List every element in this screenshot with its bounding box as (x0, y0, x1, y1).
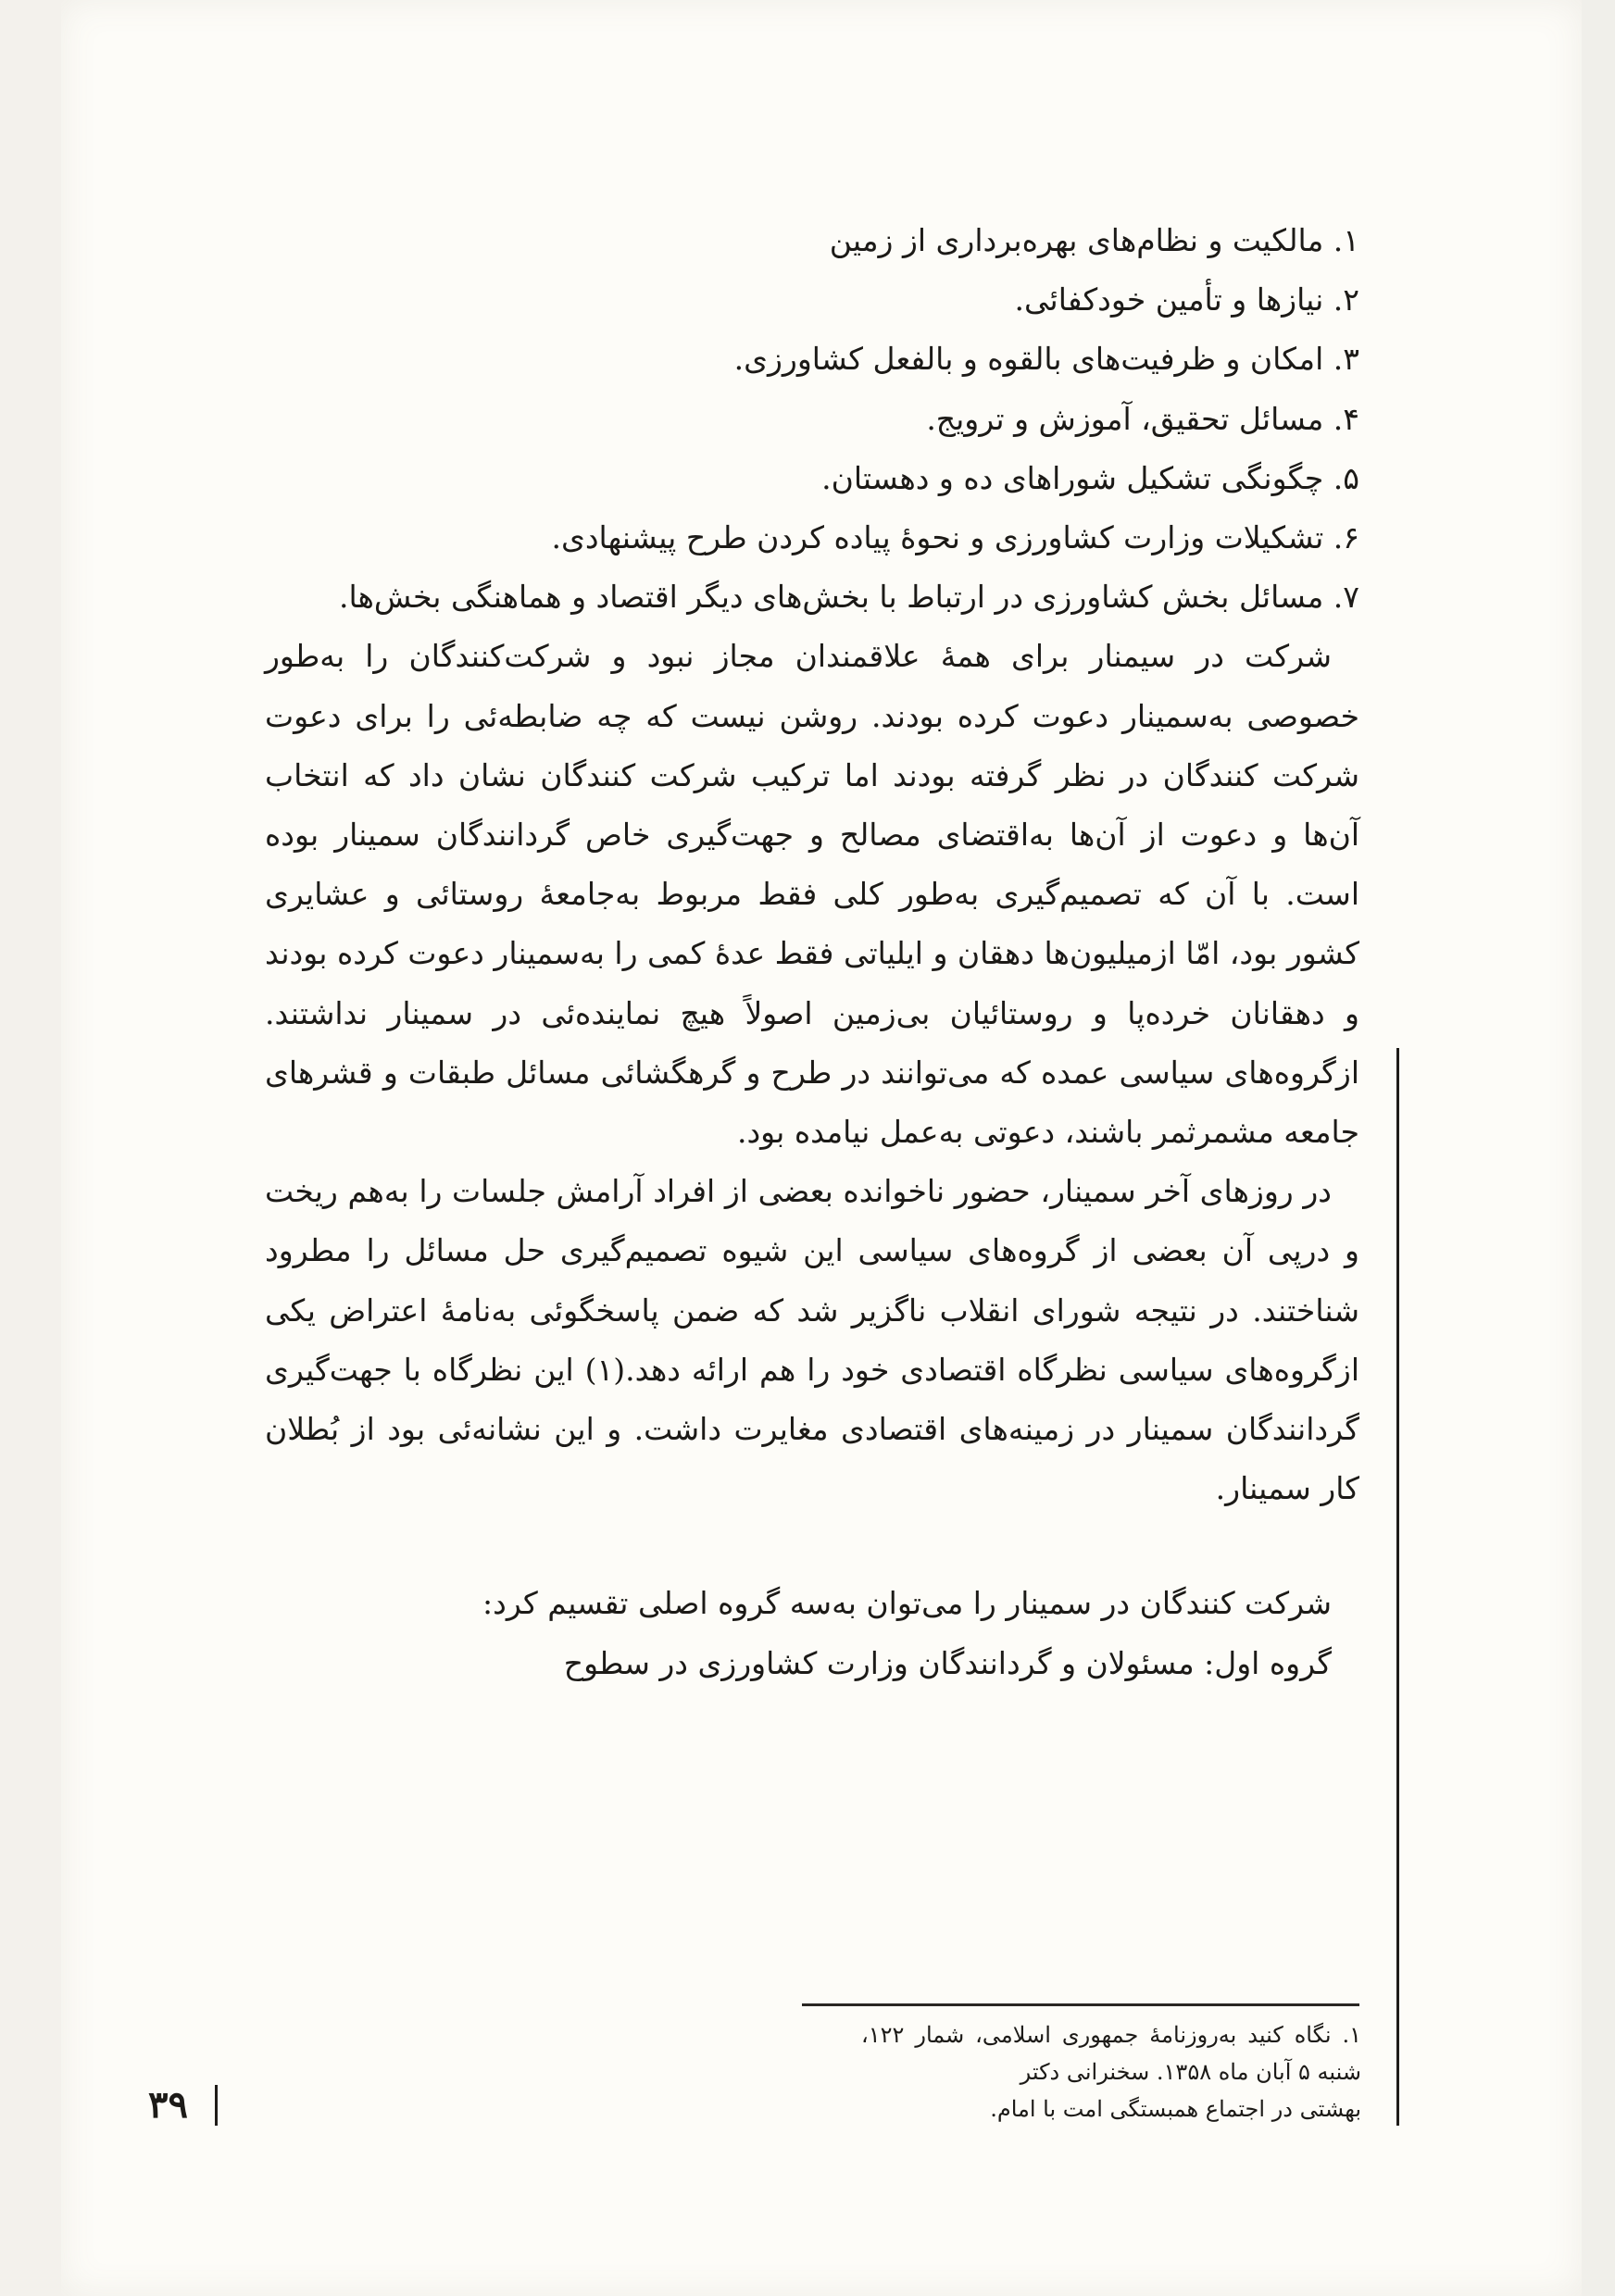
footnote-line: ۱. نگاه کنید به‌روزنامهٔ جمهوری اسلامی، شمار ۱۲۲، شنبه ۵ آبان ماه ۱۳۵۸. سخنرانی دکتر (861, 2022, 1361, 2085)
list-item: ۳. امکان و ظرفیت‌های بالقوه و بالفعل کشاورزی. (733, 341, 1359, 378)
paragraph-gap (265, 1518, 1359, 1574)
paragraph-final-days: در روزهای آخر سمینار، حضور ناخوانده بعضی از افراد آرامش جلسات را به‌هم ریخت و درپی آن بعضی از گروه‌های سیاسی این شیوه تصمیم‌گیری حل مسائل را مطرود شناختند. در نتیجه شورای انقلاب ناگزیر شد که ضمن پاسخگوئی به‌نامهٔ اعتراض یکی ازگروه‌های سیاسی نظرگاه اقتصادی خود را هم ارائه دهد.(۱) این نظرگاه با جهت‌گیری گردانندگان سمینار در زمینه‌های اقتصادی مغایرت داشت. و این نشانه‌ئی بود از بُطلان کار سمینار. (265, 1173, 1359, 1507)
list-item: ۱. مالکیت و نظام‌های بهره‌برداری از زمین (829, 222, 1359, 258)
topics-list (265, 211, 1359, 627)
paragraph-participation: شرکت در سیمنار برای همهٔ علاقمندان مجاز نبود و شرکت‌کنندگان را به‌طور خصوصی به‌سمینار دعوت کرده بودند. روشن نیست که چه ضابطه‌ئی را برای دعوت شرکت کنندگان در نظر گرفته بودند اما ترکیب شرکت کنندگان نشان داد که انتخاب آن‌ها و دعوت از آن‌ها به‌اقتضای مصالح و جهت‌گیری خاص گردانندگان سمینار بوده است. با آن که تصمیم‌گیری به‌طور کلی فقط مربوط به‌جامعهٔ روستائی و عشایری کشور بود، امّا ازمیلیون‌ها دهقان و ایلیاتی فقط عدهٔ کمی را به‌سمینار دعوت کرده بودند و دهقانان خرده‌پا و روستائیان بی‌زمین اصولاً هیچ نماینده‌ئی در سمینار نداشتند. ازگروه‌های سیاسی عمده که می‌توانند در طرح و گرهگشائی مسائل طبقات و قشرهای جامعه مشمرثمر باشند، دعوتی به‌عمل نیامده بود. (265, 638, 1359, 1151)
list-item: ۶. تشکیلات وزارت کشاورزی و نحوهٔ پیاده کردن طرح پیشنهادی. (551, 519, 1359, 556)
footnote (861, 2016, 1361, 2128)
page-body (265, 211, 1359, 1693)
list-item: ۲. نیازها و تأمین خودکفائی. (1014, 281, 1359, 318)
paragraph-group-one: گروه اول: مسئولان و گردانندگان وزارت کشاورزی در سطوح (563, 1644, 1332, 1681)
page-number: ۳۹ (148, 2083, 188, 2127)
list-item: ۴. مسائل تحقیق، آموزش و ترویج. (926, 400, 1359, 437)
list-item: ۵. چگونگی تشکیل شوراهای ده و دهستان. (821, 459, 1359, 496)
scan-edge-strip (1582, 0, 1615, 2296)
footnote-separator (802, 2003, 1359, 2006)
page-number-bar (215, 2085, 218, 2126)
list-item: ۷. مسائل بخش کشاورزی در ارتباط با بخش‌های دیگر اقتصاد و هماهنگی بخش‌ها. (338, 579, 1359, 616)
paragraph-groups-intro: شرکت کنندگان در سمینار را می‌توان به‌سه گروه اصلی تقسیم کرد: (482, 1585, 1332, 1622)
footnote-line: بهشتی در اجتماع همبستگی امت با امام. (990, 2096, 1361, 2122)
margin-marker-line (1396, 1048, 1399, 2126)
